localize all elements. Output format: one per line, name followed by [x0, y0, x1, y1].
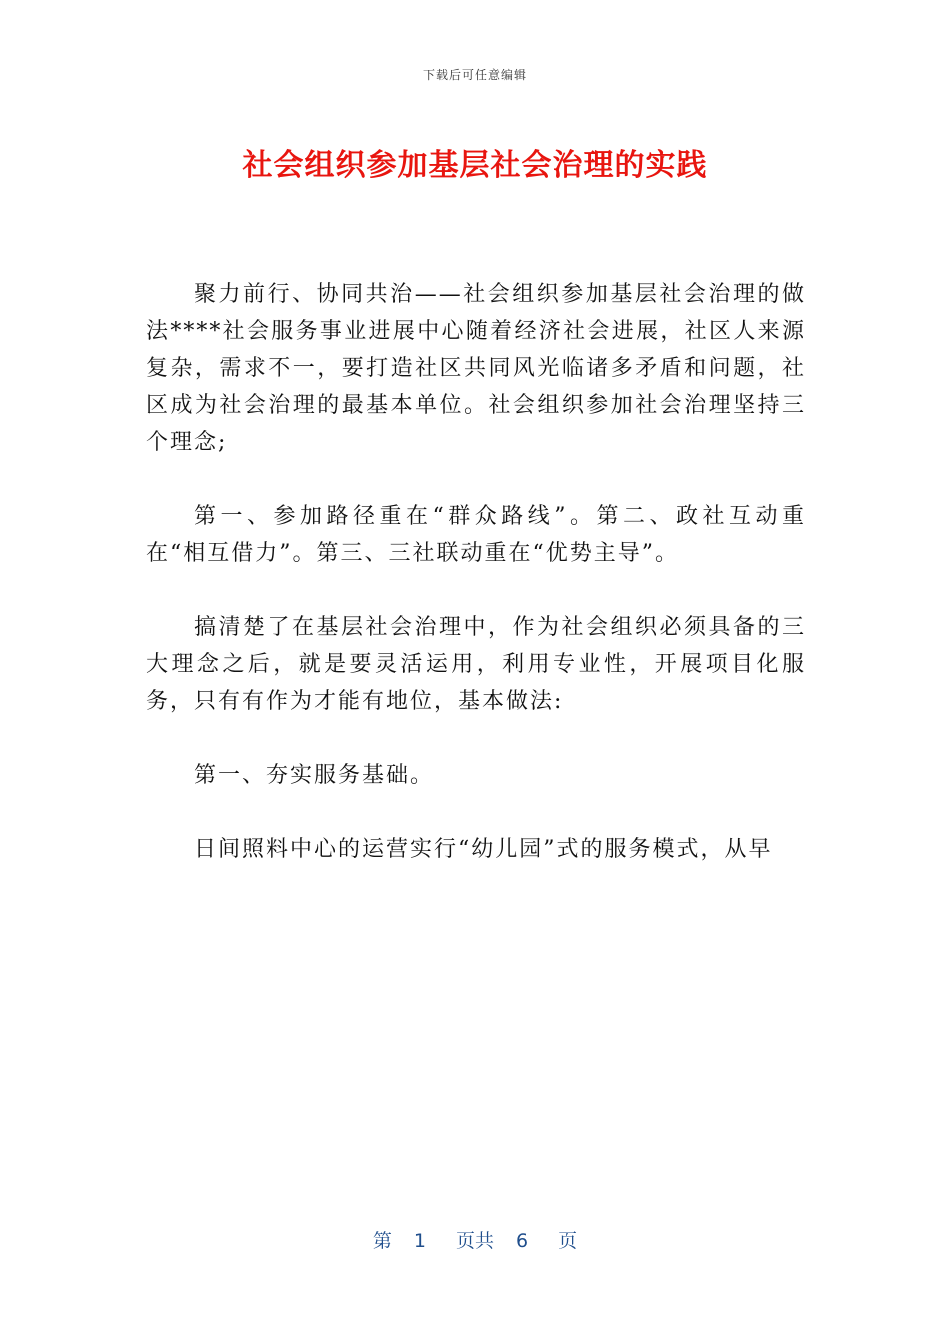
- document-body: [146, 276, 806, 905]
- footer-prefix: 第: [372, 1230, 392, 1252]
- document-title: 社会组织参加基层社会治理的实践: [242, 148, 708, 183]
- paragraph: 聚力前行、协同共治——社会组织参加基层社会治理的做法****社会服务事业进展中心随着经济社会进展，社区人来源复杂，需求不一，要打造社区共同风光临诸多矛盾和问题，社区成为社会治理的最基本单位。社会组织参加社会治理坚持三个理念;: [146, 282, 806, 455]
- footer-total-pages: 6: [516, 1230, 529, 1252]
- paragraph: 第一、夯实服务基础。: [194, 763, 435, 788]
- footer-current-page: 1: [413, 1230, 426, 1252]
- footer-suffix: 页: [558, 1230, 578, 1252]
- footer-middle: 页共: [455, 1230, 494, 1252]
- page-footer: [0, 1226, 950, 1253]
- paragraph: 第一、参加路径重在“群众路线”。第二、政社互动重在“相互借力”。第三、三社联动重在“优势主导”。: [146, 504, 806, 566]
- header-note: 下载后可任意编辑: [422, 68, 527, 82]
- paragraph: 日间照料中心的运营实行“幼儿园”式的服务模式，从早: [194, 837, 773, 862]
- paragraph: 搞清楚了在基层社会治理中，作为社会组织必须具备的三大理念之后，就是要灵活运用，利用专业性，开展项目化服务，只有有作为才能有地位，基本做法:: [146, 615, 806, 714]
